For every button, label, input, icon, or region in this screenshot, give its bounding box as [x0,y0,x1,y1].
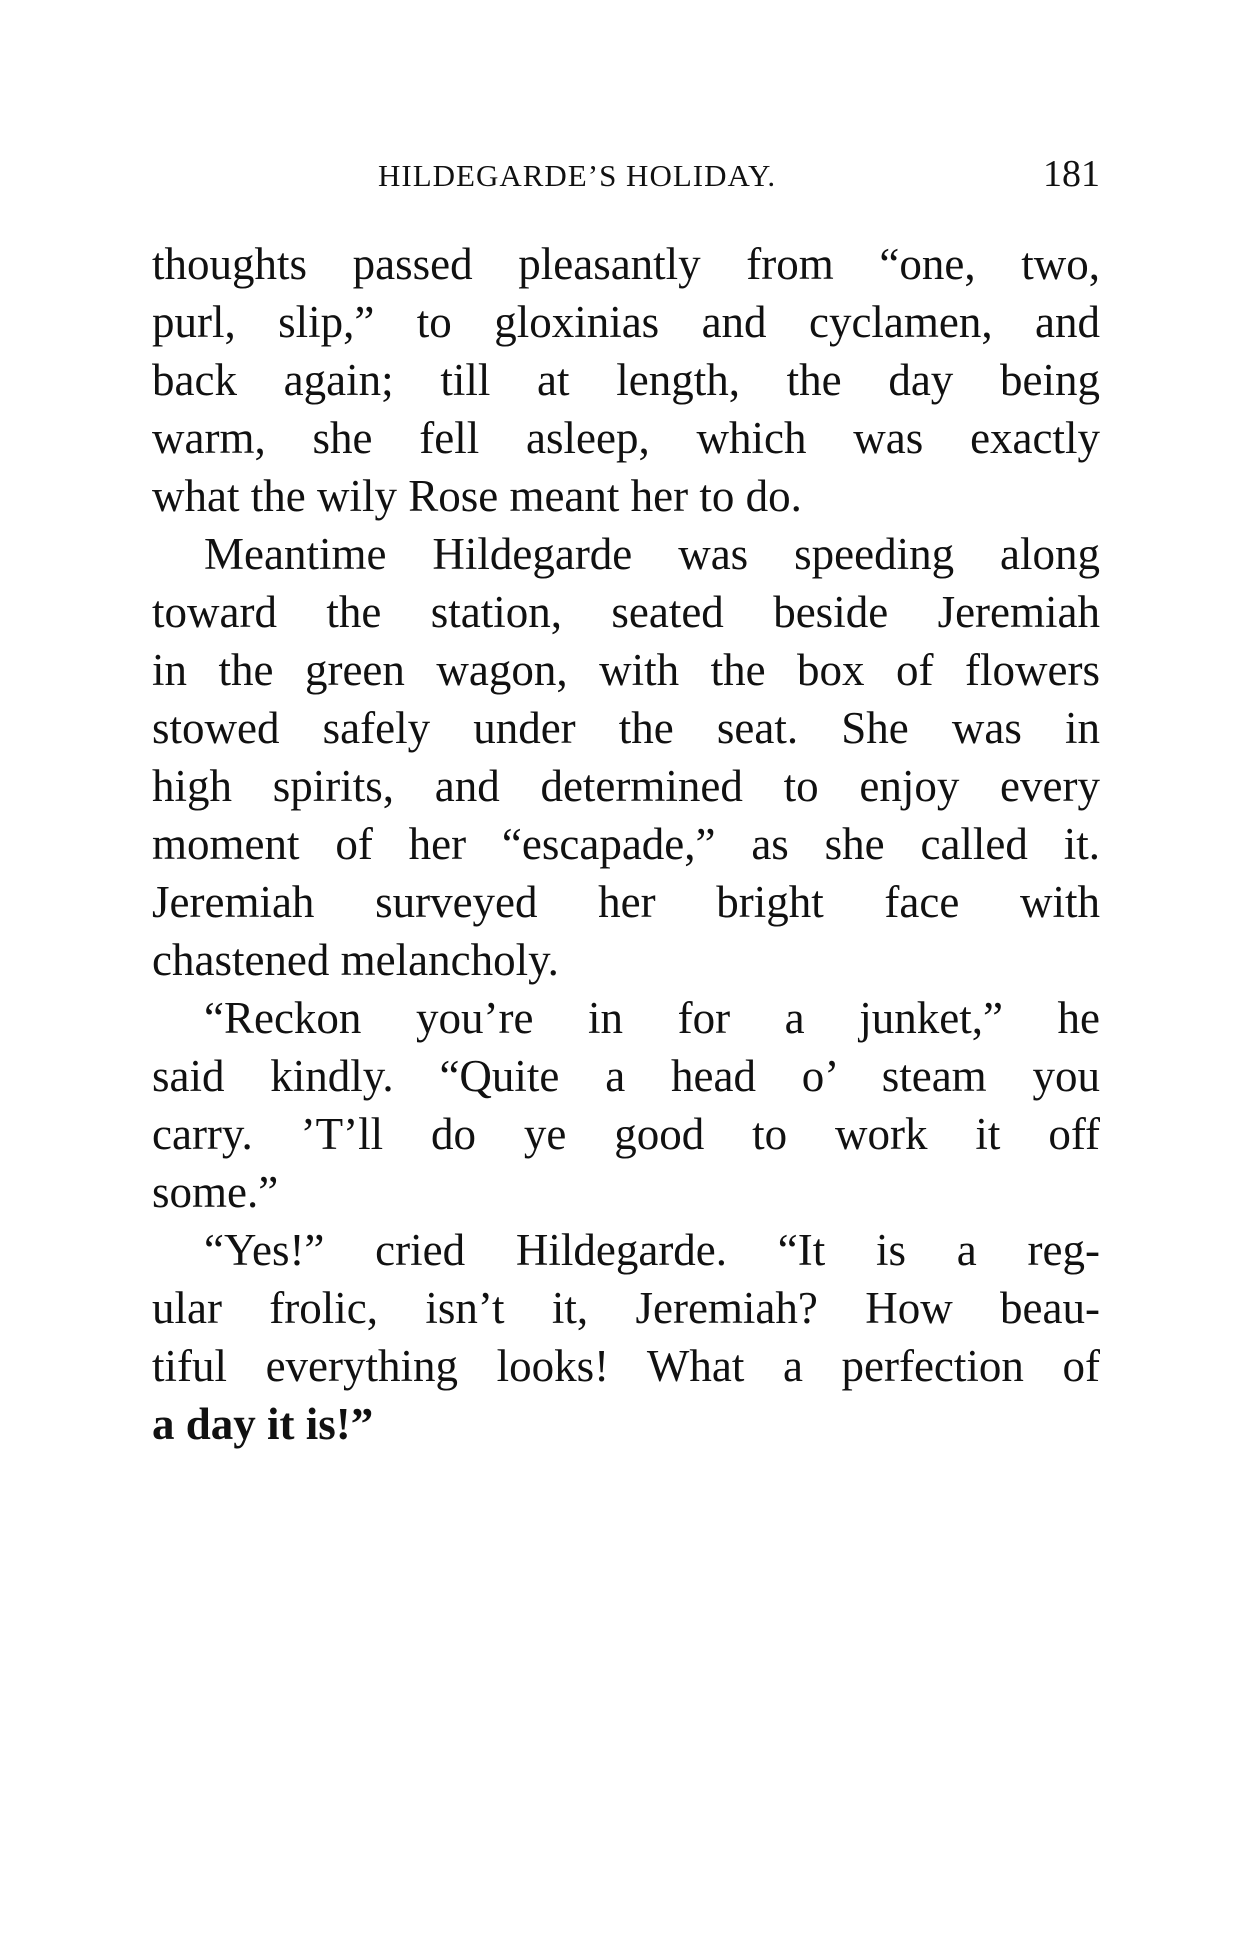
running-title: HILDEGARDE’S HOLIDAY. [378,158,777,193]
text-line: said kindly. “Quite a head o’ steam you [152,1051,1100,1101]
text-line: ular frolic, isn’t it, Jeremiah? How beau- [152,1283,1100,1333]
text-line: warm, she fell asleep, which was exactly [152,413,1100,463]
text-line: Jeremiah surveyed her bright face with [152,877,1100,927]
text-line: moment of her “escapade,” as she called it. [152,819,1100,869]
text-line: Meantime Hildegarde was speeding along [204,529,1100,579]
text-line: stowed safely under the seat. She was in [152,703,1100,753]
text-line: thoughts passed pleasantly from “one, two, [152,239,1100,289]
text-line: in the green wagon, with the box of flowers [152,645,1100,695]
page-header [150,150,1100,210]
text-line: some.” [152,1167,279,1217]
text-line: what the wily Rose meant her to do. [152,471,802,521]
text-line: “Yes!” cried Hildegarde. “It is a reg- [204,1225,1100,1275]
text-line: carry. ’T’ll do ye good to work it off [152,1109,1100,1159]
page-number: 181 [1043,153,1100,195]
text-line: “Reckon you’re in for a junket,” he [204,993,1100,1043]
text-line: back again; till at length, the day being [152,355,1100,405]
text-line: toward the station, seated beside Jeremiah [152,587,1100,637]
text-line: chastened melancholy. [152,935,559,985]
text-line: high spirits, and determined to enjoy every [152,761,1100,811]
text-line: tiful everything looks! What a perfection of [152,1341,1100,1391]
text-line: purl, slip,” to gloxinias and cyclamen, and [152,297,1100,347]
text-line: a day it is!” [152,1399,374,1449]
body-text [152,228,1100,1768]
